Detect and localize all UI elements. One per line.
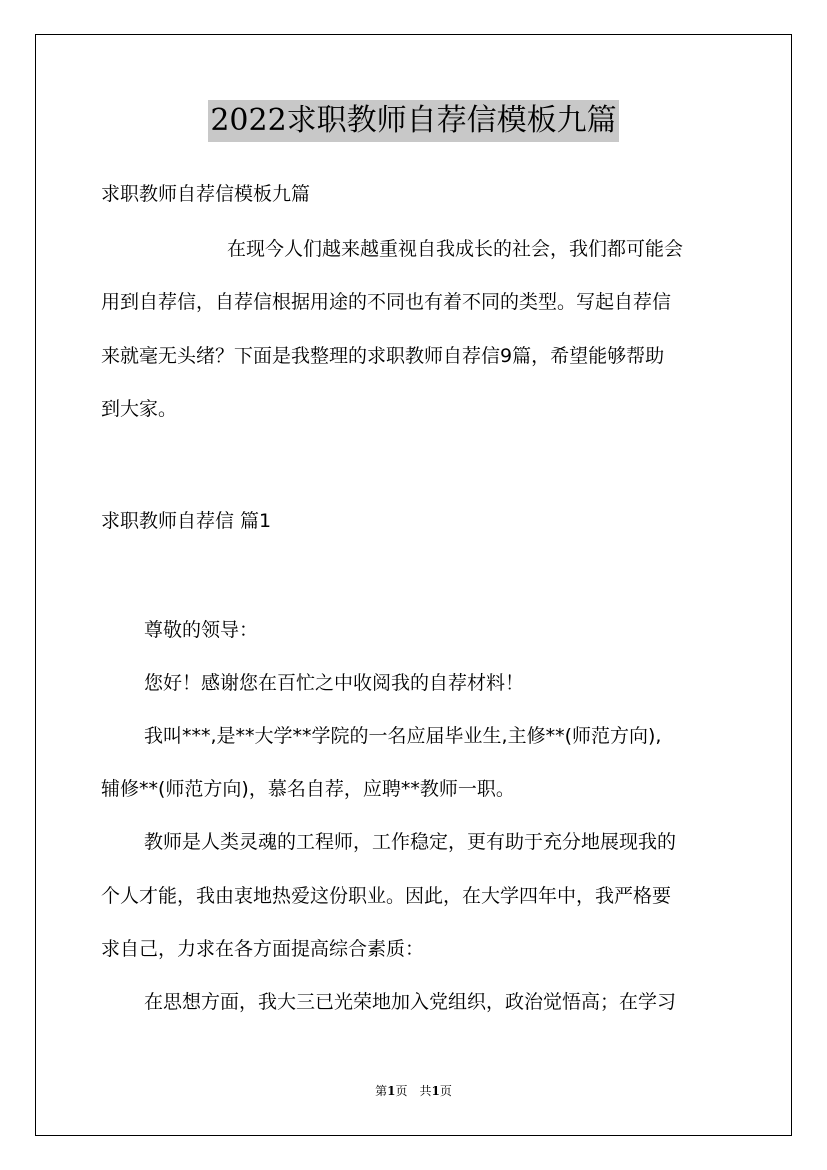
intro-line-1: 在现今人们越来越重视自我成长的社会，我们都可能会 (227, 238, 684, 260)
salutation: 尊敬的领导： (144, 619, 259, 641)
section-heading: 求职教师自荐信 篇1 (101, 510, 272, 532)
body-line-6: 求自己，力求在各方面提高综合素质： (101, 938, 425, 960)
footer-prefix: 第 (375, 1084, 388, 1098)
body-line-2: 我叫***,是**大学**学院的一名应届毕业生,主修**(师范方向), (144, 725, 662, 747)
document-subtitle: 求职教师自荐信模板九篇 (101, 183, 311, 205)
page-footer (0, 1083, 827, 1099)
body-line-1: 您好！感谢您在百忙之中收阅我的自荐材料！ (144, 672, 525, 694)
footer-suffix: 页 (439, 1084, 452, 1098)
footer-mid: 页 共 (395, 1084, 432, 1098)
document-title: 2022求职教师自荐信模板九篇 (208, 100, 618, 142)
body-line-3: 辅修**(师范方向)，慕名自荐，应聘**教师一职。 (101, 778, 515, 800)
intro-line-4: 到大家。 (101, 398, 178, 420)
intro-line-3: 来就毫无头绪？下面是我整理的求职教师自荐信9篇，希望能够帮助 (101, 345, 665, 367)
title-container (0, 100, 827, 142)
intro-line-2: 用到自荐信，自荐信根据用途的不同也有着不同的类型。写起自荐信 (101, 291, 672, 313)
body-line-4: 教师是人类灵魂的工程师，工作稳定，更有助于充分地展现我的 (144, 831, 677, 853)
body-line-5: 个人才能，我由衷地热爱这份职业。因此，在大学四年中，我严格要 (101, 885, 672, 907)
footer-page-total: 1 (431, 1084, 440, 1098)
body-line-7: 在思想方面，我大三已光荣地加入党组织，政治觉悟高；在学习 (144, 991, 677, 1013)
footer-page-current: 1 (387, 1084, 396, 1098)
